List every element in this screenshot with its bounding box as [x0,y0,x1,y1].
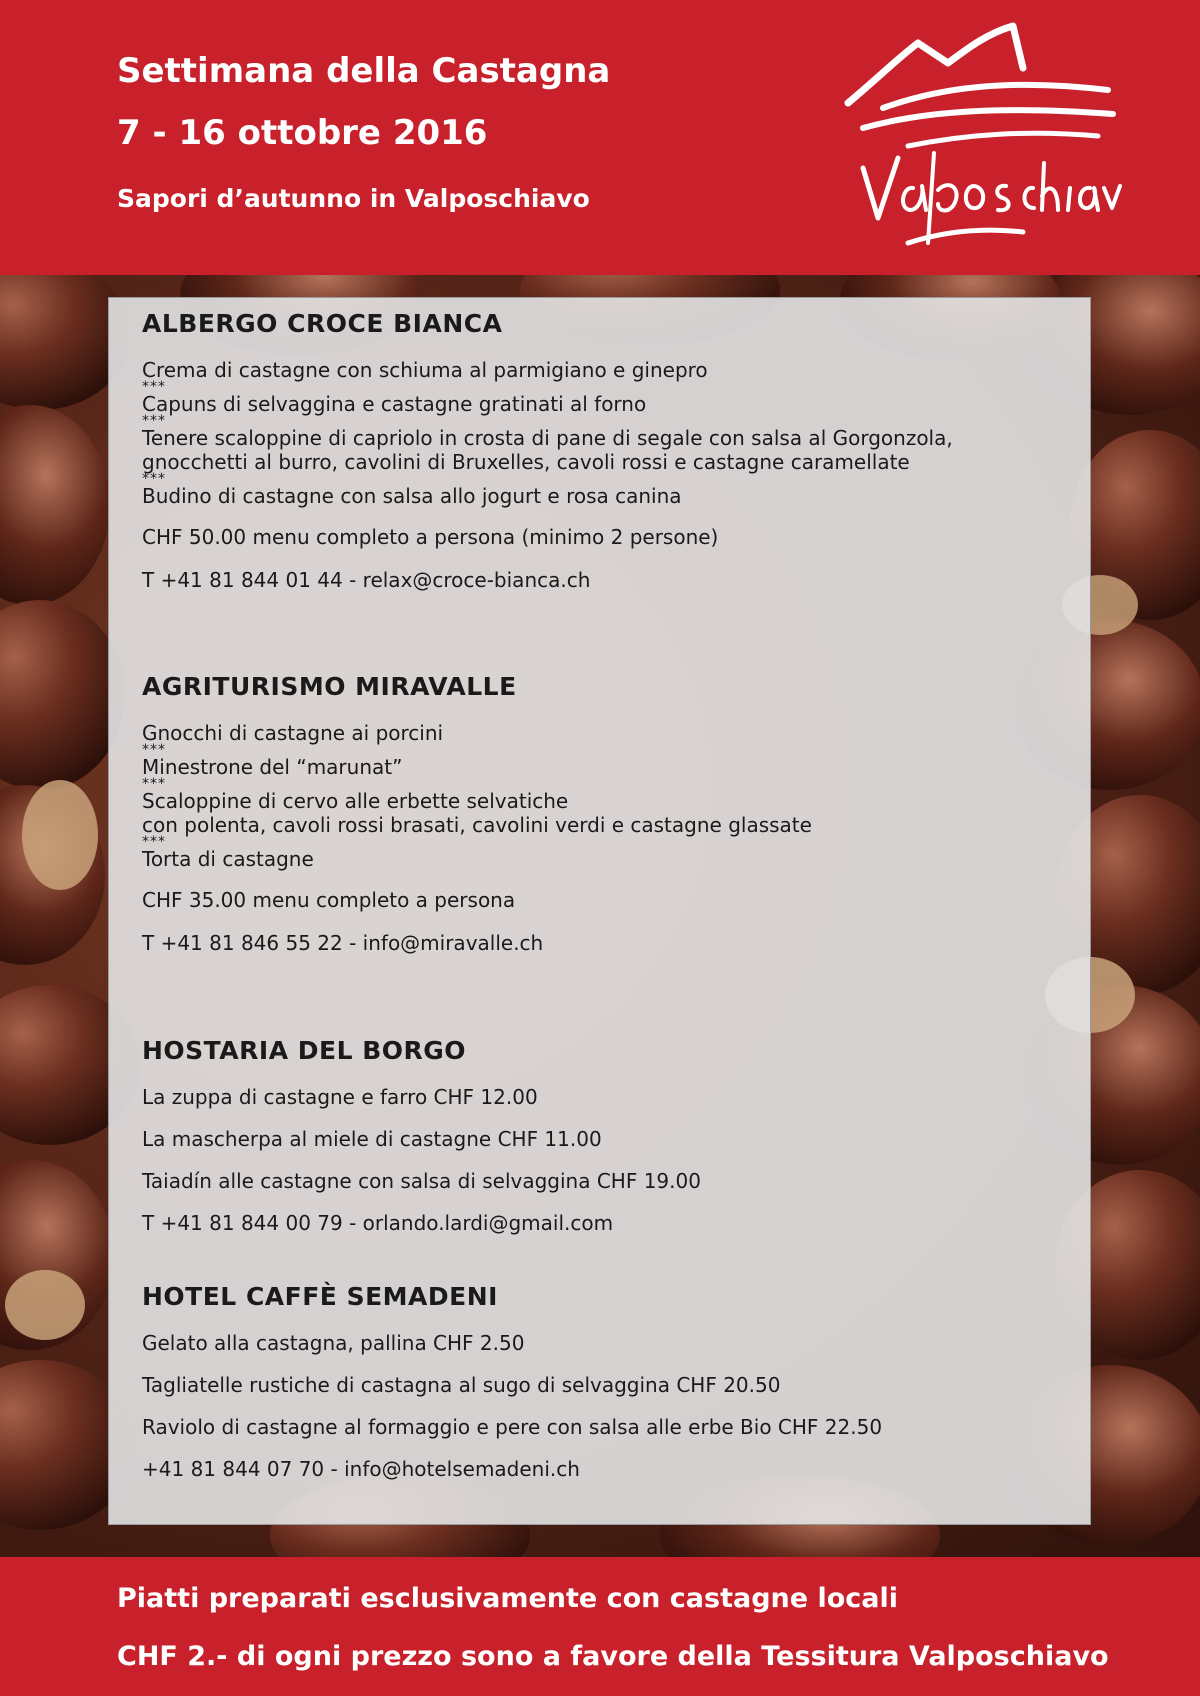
menu-item: Tagliatelle rustiche di castagna al sugo di selvaggina CHF 20.50 [142,1373,781,1397]
section-title: HOSTARIA DEL BORGO [142,1036,467,1065]
menu-price: CHF 50.00 menu completo a persona (minimo 2 persone) [142,525,719,549]
menu-line: Minestrone del “marunat” [142,755,403,779]
menu-line: Capuns di selvaggina e castagne gratinati al forno [142,392,647,416]
event-subtitle: Sapori d’autunno in Valposchiavo [117,184,590,213]
contact-info: T +41 81 844 01 44 - relax@croce-bianca.ch [142,568,591,592]
menu-separator: *** [142,471,166,487]
section-agriturismo-miravalle [142,671,1082,955]
menu-line: Tenere scaloppine di capriolo in crosta di pane di segale con salsa al Gorgonzola, [142,426,953,450]
event-dates: 7 - 16 ottobre 2016 [117,113,488,153]
section-hotel-caffe-semadeni [142,1281,1082,1481]
section-title: ALBERGO CROCE BIANCA [142,309,503,338]
footer-note-local-chestnuts: Piatti preparati esclusivamente con castagne locali [117,1583,899,1614]
header-banner [0,0,1200,275]
menu-line: Scaloppine di cervo alle erbette selvatiche [142,789,569,813]
contact-info: +41 81 844 07 70 - info@hotelsemadeni.ch [142,1457,580,1481]
menu-item: Gelato alla castagna, pallina CHF 2.50 [142,1331,525,1355]
menu-price: CHF 35.00 menu completo a persona [142,888,516,912]
menu-item: Raviolo di castagne al formaggio e pere con salsa alle erbe Bio CHF 22.50 [142,1415,883,1439]
event-title: Settimana della Castagna [117,51,611,91]
section-title: AGRITURISMO MIRAVALLE [142,672,517,701]
menu-item: La zuppa di castagne e farro CHF 12.00 [142,1085,538,1109]
menu-line: gnocchetti al burro, cavolini di Bruxelles, cavoli rossi e castagne caramellate [142,450,910,474]
valposchiavo-logo [838,18,1128,263]
menu-line: Torta di castagne [142,847,314,871]
footer-banner [0,1557,1200,1696]
menu-item: La mascherpa al miele di castagne CHF 11.00 [142,1127,602,1151]
menu-separator: *** [142,776,166,792]
contact-info: T +41 81 846 55 22 - info@miravalle.ch [142,931,544,955]
contact-info: T +41 81 844 00 79 - orlando.lardi@gmail.com [142,1211,614,1235]
menu-line: Crema di castagne con schiuma al parmigiano e ginepro [142,358,708,382]
menu-separator: *** [142,379,166,395]
section-title: HOTEL CAFFÈ SEMADENI [142,1282,498,1311]
menu-item: Taiadín alle castagne con salsa di selvaggina CHF 19.00 [142,1169,701,1193]
menu-line: Gnocchi di castagne ai porcini [142,721,444,745]
menu-line: Budino di castagne con salsa allo jogurt e rosa canina [142,484,682,508]
footer-note-donation: CHF 2.- di ogni prezzo sono a favore della Tessitura Valposchiavo [117,1641,1109,1672]
menu-separator: *** [142,413,166,429]
menu-separator: *** [142,834,166,850]
section-albergo-croce-bianca [142,308,1082,592]
section-hostaria-del-borgo [142,1035,1082,1235]
menu-separator: *** [142,742,166,758]
menu-line: con polenta, cavoli rossi brasati, cavolini verdi e castagne glassate [142,813,812,837]
